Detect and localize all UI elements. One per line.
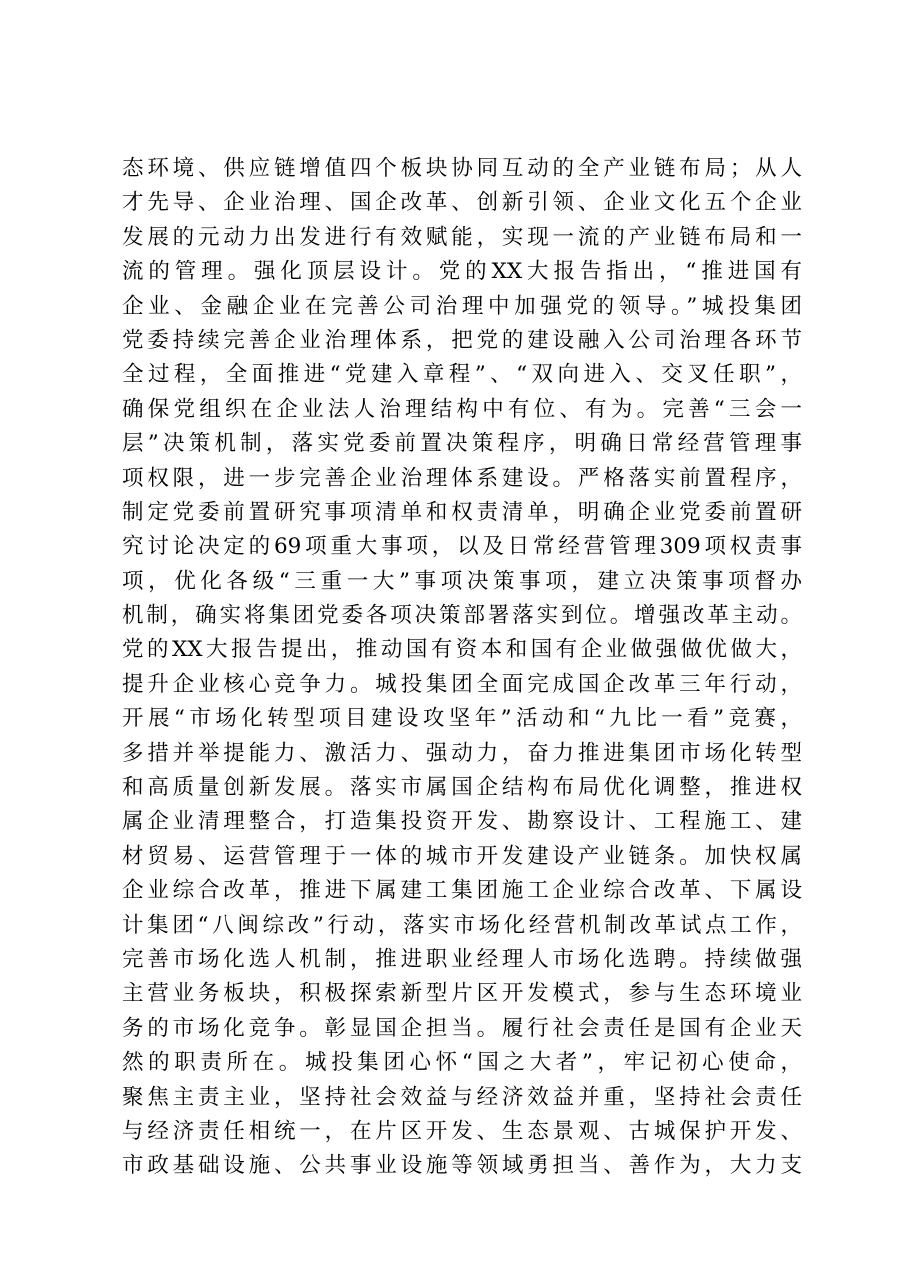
body-text xyxy=(122,152,802,1184)
text-line: 党的XX大报告提出，推动国有资本和国有企业做强做优做大， xyxy=(122,637,802,663)
text-line: 流的管理。强化顶层设计。党的XX大报告指出，“推进国有 xyxy=(122,259,802,285)
text-line: 提升企业核心竞争力。城投集团全面完成国企改革三年行动， xyxy=(122,671,802,697)
text-line: 完善市场化选人机制，推进职业经理人市场化选聘。持续做强 xyxy=(122,946,802,972)
text-line: 务的市场化竞争。彰显国企担当。履行社会责任是国有企业天 xyxy=(122,1015,802,1041)
text-line: 机制，确实将集团党委各项决策部署落实到位。增强改革主动。 xyxy=(122,603,802,629)
text-line: 项权限，进一步完善企业治理体系建设。严格落实前置程序， xyxy=(122,465,802,491)
text-line: 多措并举提能力、激活力、强动力，奋力推进集团市场化转型 xyxy=(122,740,802,766)
text-line: 才先导、企业治理、国企改革、创新引领、企业文化五个企业 xyxy=(122,190,802,216)
text-line: 与经济责任相统一，在片区开发、生态景观、古城保护开发、 xyxy=(122,1118,802,1144)
text-line: 发展的元动力出发进行有效赋能，实现一流的产业链布局和一 xyxy=(122,224,802,250)
text-line: 然的职责所在。城投集团心怀“国之大者”，牢记初心使命， xyxy=(122,1050,802,1076)
text-line: 聚焦主责主业，坚持社会效益与经济效益并重，坚持社会责任 xyxy=(122,1084,802,1110)
text-line: 态环境、供应链增值四个板块协同互动的全产业链布局；从人 xyxy=(122,156,802,181)
text-line: 究讨论决定的69项重大事项，以及日常经营管理309项权责事 xyxy=(122,534,802,560)
text-line: 主营业务板块，积极探索新型片区开发模式，参与生态环境业 xyxy=(122,981,802,1007)
text-line: 制定党委前置研究事项清单和权责清单，明确企业党委前置研 xyxy=(122,499,802,525)
text-line: 党委持续完善企业治理体系，把党的建设融入公司治理各环节 xyxy=(122,327,802,353)
text-line: 确保党组织在企业法人治理结构中有位、有为。完善“三会一 xyxy=(122,396,802,422)
text-line: 企业综合改革，推进下属建工集团施工企业综合改革、下属设 xyxy=(122,878,802,904)
text-line: 项，优化各级“三重一大”事项决策事项，建立决策事项督办 xyxy=(122,568,802,594)
text-line: 层”决策机制，落实党委前置决策程序，明确日常经营管理事 xyxy=(122,431,802,457)
text-line: 市政基础设施、公共事业设施等领域勇担当、善作为，大力支 xyxy=(122,1153,802,1179)
text-line: 开展“市场化转型项目建设攻坚年”活动和“九比一看”竞赛， xyxy=(122,706,802,732)
text-line: 材贸易、运营管理于一体的城市开发建设产业链条。加快权属 xyxy=(122,843,802,869)
text-line: 属企业清理整合，打造集投资开发、勘察设计、工程施工、建 xyxy=(122,809,802,835)
text-line: 计集团“八闽综改”行动，落实市场化经营机制改革试点工作， xyxy=(122,912,802,938)
text-line: 和高质量创新发展。落实市属国企结构布局优化调整，推进权 xyxy=(122,775,802,801)
text-line: 企业、金融企业在完善公司治理中加强党的领导。”城投集团 xyxy=(122,293,802,319)
text-line: 全过程，全面推进“党建入章程”、“双向进入、交叉任职”， xyxy=(122,362,802,388)
